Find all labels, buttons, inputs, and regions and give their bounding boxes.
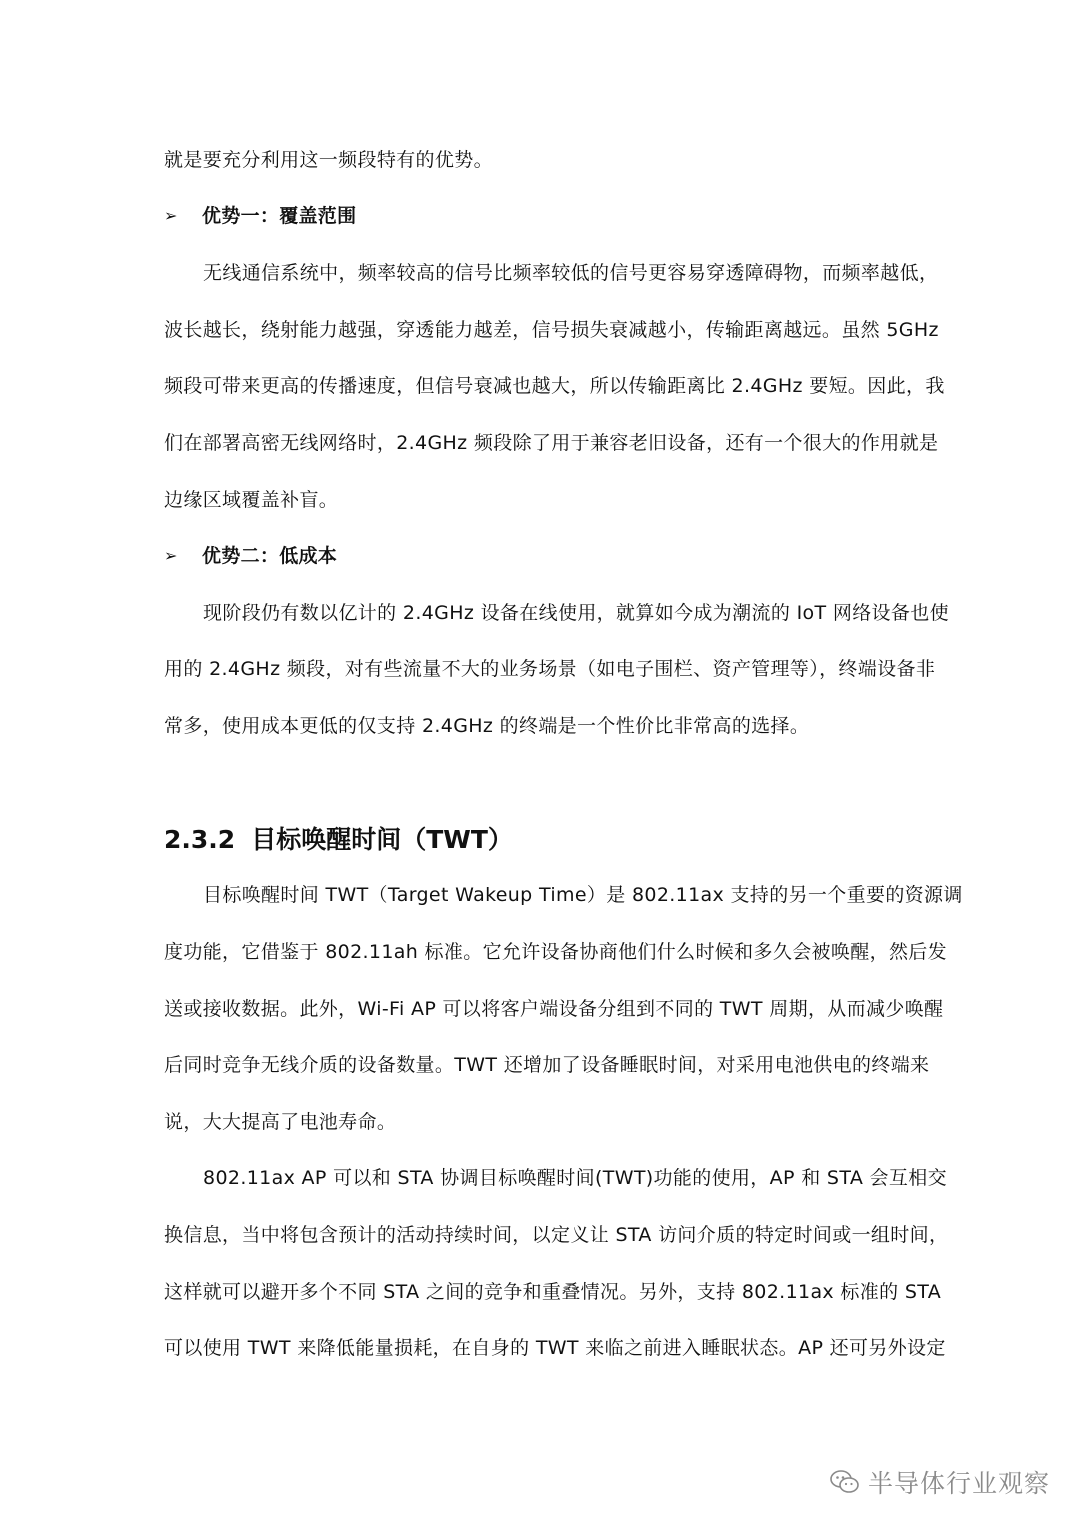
paragraph-line: 频段可带来更高的传播速度，但信号衰减也越大，所以传输距离比 2.4GHz 要短。因此，我 — [164, 375, 945, 397]
paragraph-line: 用的 2.4GHz 频段，对有些流量不大的业务场景（如电子围栏、资产管理等），终端设备非 — [164, 658, 936, 680]
paragraph-line: 边缘区域覆盖补盲。 — [164, 489, 339, 511]
paragraph-line: 度功能，它借鉴于 802.11ah 标准。它允许设备协商他们什么时候和多久会被唤醒，然后发 — [164, 941, 947, 963]
paragraph-line: 们在部署高密无线网络时，2.4GHz 频段除了用于兼容老旧设备，还有一个很大的作用就是 — [164, 432, 939, 454]
paragraph-line: 目标唤醒时间 TWT（Target Wakeup Time）是 802.11ax 支持的另一个重要的资源调 — [203, 884, 963, 906]
paragraph-line: 说，大大提高了电池寿命。 — [164, 1111, 397, 1133]
watermark-text: 半导体行业观察 — [867, 1469, 1050, 1498]
arrow-bullet-icon: ➢ — [164, 206, 178, 225]
paragraph-line: 这样就可以避开多个不同 STA 之间的竞争和重叠情况。另外，支持 802.11ax 标准的 STA — [164, 1281, 942, 1303]
paragraph-line: 现阶段仍有数以亿计的 2.4GHz 设备在线使用，就算如今成为潮流的 IoT 网络设备也使 — [203, 602, 949, 624]
section-title: 目标唤醒时间（TWT） — [251, 825, 513, 854]
paragraph-line: 后同时竞争无线介质的设备数量。TWT 还增加了设备睡眠时间，对采用电池供电的终端来 — [164, 1054, 930, 1076]
section-heading — [164, 822, 513, 858]
paragraph-line: 无线通信系统中，频率较高的信号比频率较低的信号更容易穿透障碍物，而频率越低， — [203, 262, 939, 284]
advantage1-bullet — [164, 202, 920, 230]
arrow-bullet-icon: ➢ — [164, 546, 178, 565]
paragraph-line: 常多，使用成本更低的仅支持 2.4GHz 的终端是一个性价比非常高的选择。 — [164, 715, 810, 737]
advantage1-title: 优势一：覆盖范围 — [202, 205, 357, 227]
section-number: 2.3.2 — [164, 825, 236, 854]
paragraph-line: 送或接收数据。此外，Wi-Fi AP 可以将客户端设备分组到不同的 TWT 周期，从而减少唤醒 — [164, 998, 944, 1020]
paragraph-line: 换信息，当中将包含预计的活动持续时间，以定义让 STA 访问介质的特定时间或一组时间， — [164, 1224, 949, 1246]
paragraph-line: 波长越长，绕射能力越强，穿透能力越差，信号损失衰减越小，传输距离越远。虽然 5GHz — [164, 319, 939, 341]
intro-line: 就是要充分利用这一频段特有的优势。 — [164, 149, 493, 171]
paragraph-line: 可以使用 TWT 来降低能量损耗，在自身的 TWT 来临之前进入睡眠状态。AP 还可另外设定 — [164, 1337, 946, 1359]
advantage2-bullet — [164, 542, 920, 570]
advantage2-title: 优势二：低成本 — [202, 545, 338, 567]
watermark — [830, 1462, 1050, 1502]
paragraph-line: 802.11ax AP 可以和 STA 协调目标唤醒时间(TWT)功能的使用，AP 和 STA 会互相交 — [203, 1167, 947, 1189]
wechat-icon — [830, 1469, 860, 1495]
